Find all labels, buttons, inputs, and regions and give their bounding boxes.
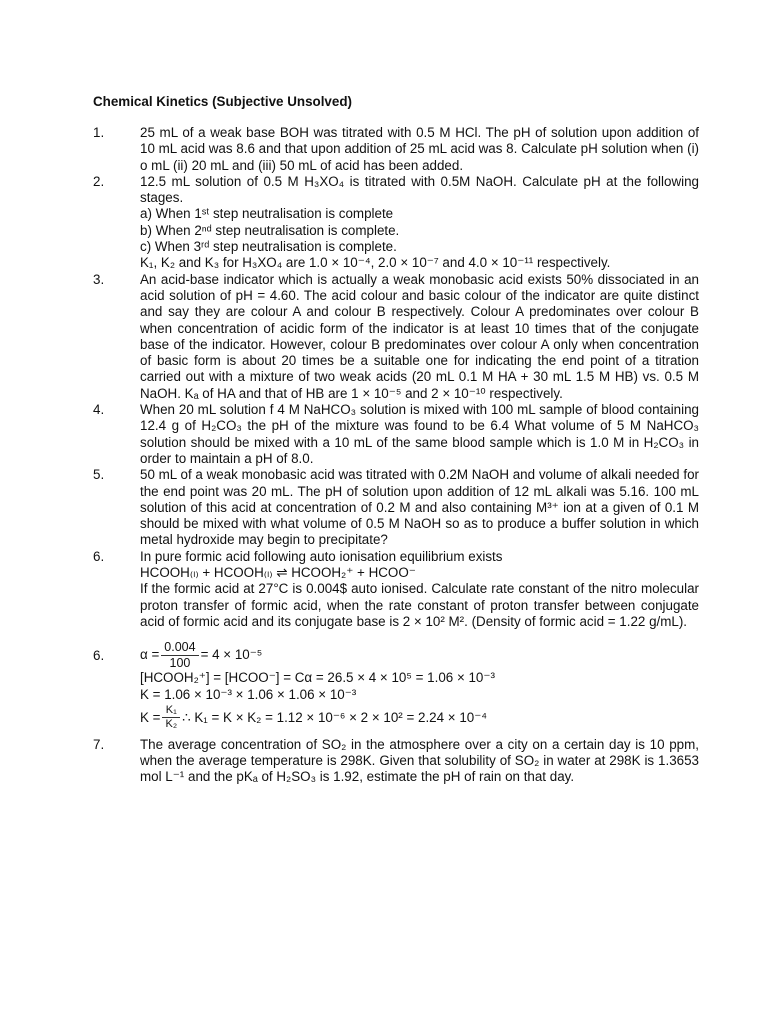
question-note: K₁, K₂ and K₃ for H₃XO₄ are 1.0 × 10⁻⁴, 2.0 × 10⁻⁷ and 4.0 × 10⁻¹¹ respectively. (140, 255, 611, 271)
question-number: 3. (93, 271, 105, 287)
question-text: The average concentration of SO₂ in the atmosphere over a city on a certain day is 10 ppm, when the average temperature is 298K. Given that solubility of SO₂ in water at 298K is 1.3653 mol L⁻¹ and the pKₐ of H₂SO₃ is 1.92, estimate the pH of rain on that day. (140, 736, 699, 785)
question-text: 25 mL of a weak base BOH was titrated with 0.5 M HCl. The pH of solution upon addition of 10 mL acid was 8.6 and that upon addition of 25 mL acid was 8. Calculate pH solution when (i) o mL (ii) 20 mL and (iii) 50 mL of acid has been added. (140, 125, 699, 173)
k-result: ∴ K₁ = K × K₂ = 1.12 × 10⁻⁶ × 2 × 10² = 2.24 × 10⁻⁴ (182, 709, 488, 725)
question-4 (93, 402, 699, 467)
question-number: 1. (93, 125, 105, 140)
question-number: 5. (93, 467, 105, 483)
equilibrium-equation: HCOOH₍ₗ₎ + HCOOH₍ₗ₎ ⇌ HCOOH₂⁺ + HCOO⁻ (140, 565, 416, 581)
question-text: An acid-base indicator which is actually a weak monobasic acid exists 50% dissociated in an acid solution of pH = 4.60. The acid colour and basic colour of the indicator are quite distinct and say they are colour A and colour B respectively. Colour A predominates over colour B when concentration of acidic form of the indicator is at least 10 times that of the conjugate base of the indicator. However, colour B predominates over colour A only when concentration of basic form is about 20 times be a suitable one for indicating the end point of a titration carried out with a mixture of two weak acids (20 mL 0.1 M HA + 30 mL 1.5 M HB) vs. 0.5 M NaOH. Kₐ of HA and that of HB are 1 × 10⁻⁵ and 2 × 10⁻¹⁰ respectively. (140, 271, 699, 401)
k-numerator: K₁ (162, 704, 180, 718)
question-list (93, 125, 699, 786)
question-text: 12.5 mL solution of 0.5 M H₃XO₄ is titrated with 0.5M NaOH. Calculate pH at the following stages. (140, 173, 699, 206)
question-number: 2. (93, 173, 105, 189)
question-6 (93, 549, 699, 630)
alpha-result: = 4 × 10⁻⁵ (200, 647, 263, 663)
question-number: 6. (93, 648, 105, 664)
sub-item-c: c) When 3ʳᵈ step neutralisation is complete. (140, 239, 397, 255)
sub-item-a: a) When 1ˢᵗ step neutralisation is complete (140, 206, 394, 222)
question-2 (93, 174, 699, 272)
question-number: 7. (93, 736, 105, 752)
page-title: Chemical Kinetics (Subjective Unsolved) (93, 94, 352, 109)
alpha-numerator: 0.004 (161, 640, 198, 656)
question-7 (93, 737, 699, 786)
alpha-equation (140, 640, 699, 670)
k-denominator: K₂ (165, 718, 178, 731)
question-3 (93, 272, 699, 402)
question-text: In pure formic acid following auto ionisation equilibrium exists (140, 548, 503, 564)
concentration-line: [HCOOH₂⁺] = [HCOO⁻] = Cα = 26.5 × 4 × 10⁵ = 1.06 × 10⁻³ (140, 670, 495, 686)
question-text: 50 mL of a weak monobasic acid was titrated with 0.2M NaOH and volume of alkali needed for the end point was 20 mL. The pH of solution upon addition of 12 mL alkali was 5.16. 100 mL solution of this acid at concentration of 0.2 M and also containing M³⁺ ion at a given of 0.1 M should be mixed with what volume of 0.5 M NaOH so as to produce a buffer solution in which metal hydroxide may begin to precipitate? (140, 467, 699, 548)
solution-6 (93, 640, 699, 733)
k-line: K = 1.06 × 10⁻³ × 1.06 × 1.06 × 10⁻³ (140, 686, 357, 702)
k-ratio-equation (140, 703, 699, 733)
question-5 (93, 467, 699, 548)
k-fraction (162, 704, 180, 731)
question-number: 6. (93, 548, 105, 564)
alpha-fraction (161, 640, 198, 671)
question-note: If the formic acid at 27°C is 0.004$ auto ionised. Calculate rate constant of the nitro molecular proton transfer of formic acid, when the rate constant of proton transfer between conjugate acid of formic acid and its conjugate base is 2 × 10² M². (Density of formic acid = 1.22 g/mL). (140, 581, 699, 629)
sub-item-b: b) When 2ⁿᵈ step neutralisation is complete. (140, 222, 400, 238)
alpha-prefix: α = (140, 647, 160, 663)
alpha-denominator: 100 (169, 655, 191, 670)
question-number: 4. (93, 402, 105, 418)
question-1 (93, 125, 699, 174)
question-text: When 20 mL solution f 4 M NaHCO₃ solution is mixed with 100 mL sample of blood containing 12.4 g of H₂CO₃ the pH of the mixture was found to be 6.4 What volume of 5 M NaHCO₃ solution should be mixed with a 10 mL of the same blood sample which is 1.0 M in H₂CO₃ in order to maintain a pH of 8.0. (140, 402, 699, 466)
k-prefix: K = (140, 709, 161, 725)
